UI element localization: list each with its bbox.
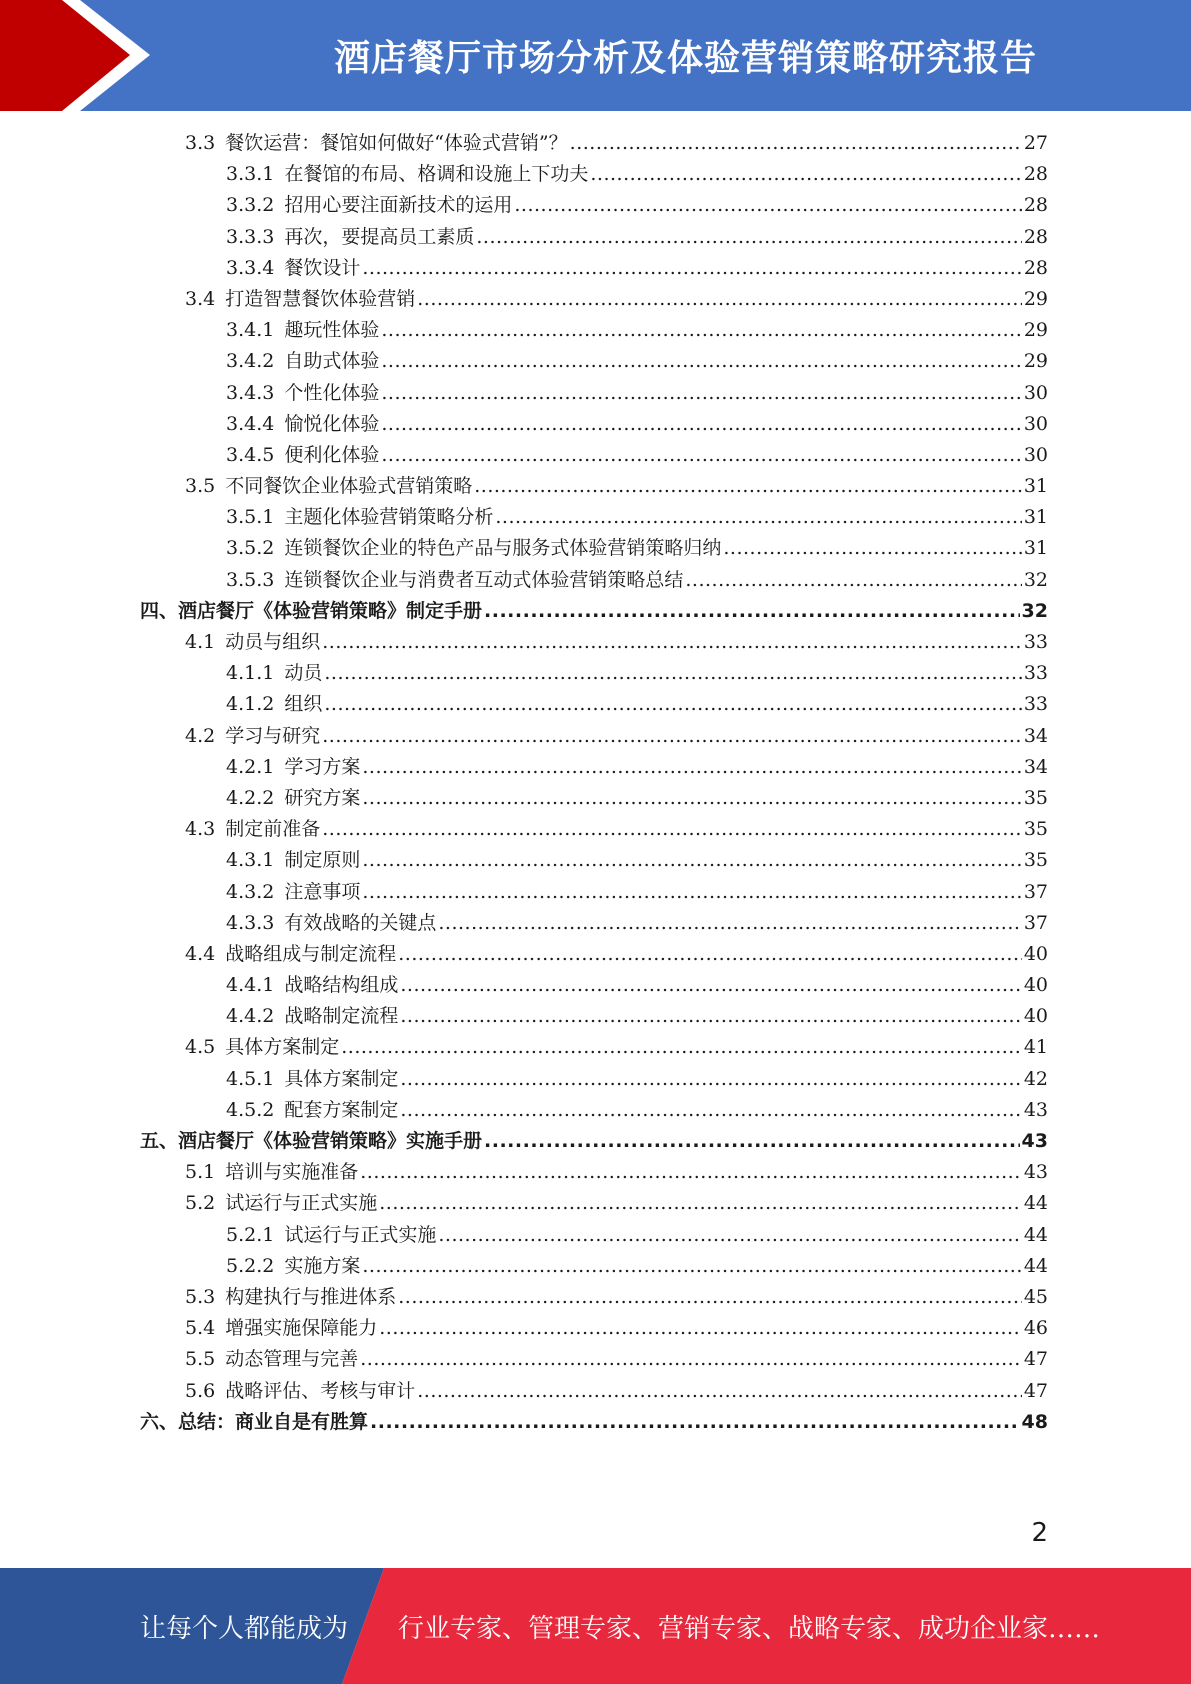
- toc-entry[interactable]: [140, 533, 1048, 564]
- toc-entry[interactable]: [140, 502, 1048, 533]
- toc-entry-number: 4.5: [185, 1036, 216, 1059]
- toc-entry-number: 4.4: [185, 942, 216, 965]
- toc-entry[interactable]: [140, 1157, 1048, 1188]
- toc-entry-page: 46: [1023, 1317, 1048, 1340]
- toc-entry-number: 4.2.2: [226, 786, 275, 809]
- toc-entry-title: 连锁餐饮企业与消费者互动式体验营销策略总结: [284, 568, 684, 591]
- toc-entry-title: 试运行与正式实施: [225, 1192, 378, 1215]
- toc-entry-title: 战略结构组成: [284, 974, 399, 997]
- toc-entry-title: 动态管理与完善: [225, 1348, 359, 1371]
- toc-entry-number: 3.3.2: [226, 194, 275, 217]
- toc-dot-leader: [398, 943, 1022, 965]
- toc-entry-number: 3.3.4: [226, 256, 275, 279]
- toc-entry[interactable]: [140, 1282, 1048, 1313]
- toc-entry-number: 5.5: [185, 1348, 216, 1371]
- toc-entry-page: 27: [1023, 132, 1048, 154]
- toc-dot-leader: [590, 163, 1021, 185]
- toc-entry-page: 28: [1023, 256, 1048, 279]
- toc-entry-title: 战略制定流程: [284, 1005, 399, 1028]
- toc-entry[interactable]: [140, 315, 1048, 346]
- toc-dot-leader: [381, 319, 1021, 341]
- toc-entry-title: 五、酒店餐厅《体验营销策略》实施手册: [140, 1130, 483, 1152]
- toc-entry-title: 动员与组织: [225, 631, 321, 653]
- toc-entry[interactable]: [140, 440, 1048, 471]
- toc-entry-title: 制定原则: [284, 849, 361, 872]
- footer-slogan-right: 行业专家、管理专家、营销专家、战略专家、成功企业家……: [398, 1613, 1101, 1644]
- toc-entry-number: 3.5.1: [226, 506, 275, 529]
- toc-entry-title: 自助式体验: [284, 350, 380, 373]
- toc-dot-leader: [360, 1348, 1022, 1370]
- toc-entry[interactable]: [140, 627, 1048, 658]
- toc-entry-page: 33: [1023, 662, 1048, 685]
- toc-entry-page: 48: [1021, 1410, 1048, 1433]
- toc-entry-page: 37: [1023, 911, 1048, 934]
- toc-entry-number: 5.1: [185, 1161, 216, 1184]
- toc-entry-page: 41: [1023, 1036, 1048, 1059]
- toc-entry-title: 招用心要注面新技术的运用: [284, 194, 513, 217]
- toc-entry-number: 4.1.1: [226, 662, 275, 685]
- toc-entry[interactable]: [140, 1220, 1048, 1251]
- toc-entry-number: 4.3.1: [226, 849, 275, 872]
- toc-dot-leader: [362, 881, 1021, 903]
- toc-entry-title: 六、总结：商业自是有胜算: [140, 1410, 369, 1433]
- toc-entry-page: 43: [1023, 1098, 1048, 1121]
- toc-entry-title: 构建执行与推进体系: [225, 1285, 397, 1308]
- toc-entry-number: 3.4.4: [226, 412, 275, 435]
- toc-dot-leader: [362, 787, 1021, 809]
- toc-entry[interactable]: [140, 908, 1048, 939]
- toc-entry-title: 主题化体验营销策略分析: [284, 506, 494, 529]
- toc-dot-leader: [484, 600, 1020, 622]
- toc-entry-page: 34: [1023, 755, 1048, 778]
- toc-entry-number: 4.3.2: [226, 880, 275, 903]
- toc-dot-leader: [417, 288, 1022, 310]
- page-number: 2: [1031, 1518, 1048, 1548]
- toc-dot-leader: [400, 1068, 1021, 1090]
- toc-dot-leader: [476, 226, 1021, 248]
- toc-entry-title: 实施方案: [284, 1254, 361, 1277]
- toc-entry-title: 不同餐饮企业体验式营销策略: [225, 475, 473, 498]
- toc-entry-number: 4.3.3: [226, 911, 275, 934]
- toc-entry-title: 连锁餐饮企业的特色产品与服务式体验营销策略归纳: [284, 537, 722, 560]
- toc-entry-number: 5.3: [185, 1285, 216, 1308]
- toc-dot-leader: [570, 132, 1022, 154]
- toc-dot-leader: [381, 350, 1021, 372]
- toc-entry[interactable]: [140, 1376, 1048, 1407]
- toc-entry-title: 打造智慧餐饮体验营销: [225, 287, 416, 310]
- toc-entry[interactable]: [140, 222, 1048, 253]
- toc-entry[interactable]: [140, 689, 1048, 720]
- toc-entry[interactable]: [140, 1032, 1048, 1063]
- toc-entry-title: 注意事项: [284, 880, 361, 903]
- toc-entry-number: 4.2.1: [226, 755, 275, 778]
- toc-entry-title: 学习与研究: [225, 724, 321, 747]
- toc-dot-leader: [438, 912, 1021, 934]
- toc-dot-leader: [495, 506, 1021, 528]
- toc-entry-title: 餐饮运营：餐馆如何做好“体验式营销”？: [225, 132, 568, 154]
- toc-dot-leader: [484, 1130, 1020, 1152]
- toc-dot-leader: [362, 1255, 1021, 1277]
- toc-dot-leader: [362, 849, 1021, 871]
- toc-entry-number: 3.3.3: [226, 225, 275, 248]
- toc-entry-number: 3.5.3: [226, 568, 275, 591]
- toc-entry[interactable]: [140, 159, 1048, 190]
- toc-entry[interactable]: [140, 939, 1048, 970]
- toc-entry-page: 31: [1023, 537, 1048, 560]
- page-footer: [0, 1568, 1191, 1684]
- toc-dot-leader: [322, 725, 1022, 747]
- toc-entry-number: 3.4.1: [226, 319, 275, 342]
- toc-entry-page: 30: [1023, 412, 1048, 435]
- toc-entry-title: 战略组成与制定流程: [225, 942, 397, 965]
- toc-entry-page: 47: [1023, 1379, 1048, 1402]
- toc-entry-page: 31: [1023, 475, 1048, 498]
- toc-entry-number: 3.4: [185, 287, 216, 310]
- toc-entry-number: 4.5.1: [226, 1067, 275, 1090]
- toc-entry-title: 便利化体验: [284, 443, 380, 466]
- toc-entry-number: 3.5.2: [226, 537, 275, 560]
- toc-entry-title: 具体方案制定: [225, 1036, 340, 1059]
- toc-dot-leader: [360, 1161, 1022, 1183]
- toc-dot-leader: [381, 382, 1021, 404]
- toc-entry-page: 35: [1023, 786, 1048, 809]
- toc-entry-page: 40: [1023, 1005, 1048, 1028]
- toc-entry-title: 增强实施保障能力: [225, 1317, 378, 1340]
- toc-entry-title: 在餐馆的布局、格调和设施上下功夫: [284, 163, 589, 186]
- toc-dot-leader: [341, 1036, 1022, 1058]
- toc-entry-number: 4.4.1: [226, 974, 275, 997]
- toc-entry[interactable]: [140, 1126, 1048, 1157]
- toc-entry[interactable]: [140, 1188, 1048, 1219]
- toc-entry-page: 35: [1023, 849, 1048, 872]
- toc-entry[interactable]: [140, 721, 1048, 752]
- page-header: [0, 0, 1191, 111]
- toc-entry-page: 44: [1023, 1223, 1048, 1246]
- toc-entry[interactable]: [140, 378, 1048, 409]
- toc-entry-title: 个性化体验: [284, 381, 380, 404]
- toc-entry-title: 培训与实施准备: [225, 1161, 359, 1184]
- toc-entry[interactable]: [140, 190, 1048, 221]
- toc-entry-title: 具体方案制定: [284, 1067, 399, 1090]
- toc-entry-page: 32: [1021, 599, 1048, 622]
- table-of-contents: [140, 128, 1048, 1438]
- toc-entry[interactable]: [140, 1344, 1048, 1375]
- toc-dot-leader: [723, 537, 1021, 559]
- toc-entry[interactable]: [140, 783, 1048, 814]
- toc-entry-page: 31: [1023, 506, 1048, 529]
- toc-dot-leader: [514, 194, 1021, 216]
- toc-entry-title: 愉悦化体验: [284, 412, 380, 435]
- toc-dot-leader: [685, 569, 1021, 591]
- toc-dot-leader: [322, 818, 1022, 840]
- toc-entry-page: 29: [1023, 319, 1048, 342]
- toc-entry-title: 组织: [284, 693, 323, 716]
- toc-dot-leader: [324, 693, 1021, 715]
- toc-entry[interactable]: [140, 565, 1048, 596]
- toc-entry-page: 37: [1023, 880, 1048, 903]
- toc-dot-leader: [370, 1411, 1020, 1433]
- toc-entry[interactable]: [140, 596, 1048, 627]
- toc-entry-number: 4.1: [185, 631, 216, 653]
- toc-entry[interactable]: [140, 471, 1048, 502]
- toc-entry-title: 战略评估、考核与审计: [225, 1379, 416, 1402]
- toc-dot-leader: [379, 1317, 1022, 1339]
- toc-entry-page: 44: [1023, 1192, 1048, 1215]
- toc-entry-title: 制定前准备: [225, 818, 321, 841]
- toc-entry-page: 47: [1023, 1348, 1048, 1371]
- toc-dot-leader: [381, 444, 1021, 466]
- toc-dot-leader: [417, 1380, 1022, 1402]
- toc-entry-page: 33: [1023, 631, 1048, 653]
- toc-dot-leader: [379, 1192, 1022, 1214]
- toc-entry[interactable]: [140, 409, 1048, 440]
- toc-entry-number: 5.6: [185, 1379, 216, 1402]
- toc-entry-number: 4.1.2: [226, 693, 275, 716]
- toc-entry-page: 35: [1023, 818, 1048, 841]
- toc-dot-leader: [400, 974, 1021, 996]
- toc-dot-leader: [324, 662, 1021, 684]
- report-title: 酒店餐厅市场分析及体验营销策略研究报告: [333, 38, 1037, 79]
- toc-entry-page: 43: [1021, 1130, 1048, 1152]
- toc-entry-page: 30: [1023, 381, 1048, 404]
- toc-entry[interactable]: [140, 877, 1048, 908]
- toc-entry-page: 28: [1023, 194, 1048, 217]
- toc-entry-page: 33: [1023, 693, 1048, 716]
- toc-entry-page: 43: [1023, 1161, 1048, 1184]
- footer-slogan-left: 让每个人都能成为: [140, 1613, 349, 1644]
- toc-entry[interactable]: [140, 658, 1048, 689]
- toc-entry-page: 30: [1023, 443, 1048, 466]
- toc-entry[interactable]: [140, 253, 1048, 284]
- toc-dot-leader: [400, 1005, 1021, 1027]
- toc-entry[interactable]: [140, 814, 1048, 845]
- toc-dot-leader: [362, 257, 1021, 279]
- toc-entry-number: 3.4.3: [226, 381, 275, 404]
- toc-entry[interactable]: [140, 1407, 1048, 1438]
- toc-entry-number: 5.4: [185, 1317, 216, 1340]
- toc-entry-title: 有效战略的关键点: [284, 911, 437, 934]
- toc-entry-number: 3.3: [185, 132, 216, 154]
- toc-entry-title: 餐饮设计: [284, 256, 361, 279]
- toc-entry-page: 42: [1023, 1067, 1048, 1090]
- toc-entry[interactable]: [140, 752, 1048, 783]
- toc-entry[interactable]: [140, 128, 1048, 159]
- toc-entry-number: 3.4.5: [226, 443, 275, 466]
- toc-entry[interactable]: [140, 284, 1048, 315]
- toc-entry[interactable]: [140, 1001, 1048, 1032]
- toc-entry-title: 学习方案: [284, 755, 361, 778]
- toc-entry-page: 29: [1023, 287, 1048, 310]
- toc-entry-page: 40: [1023, 942, 1048, 965]
- toc-entry-number: 5.2.2: [226, 1254, 275, 1277]
- toc-entry-title: 试运行与正式实施: [284, 1223, 437, 1246]
- toc-entry-page: 28: [1023, 163, 1048, 186]
- toc-dot-leader: [381, 413, 1021, 435]
- toc-entry-number: 3.4.2: [226, 350, 275, 373]
- toc-entry-title: 配套方案制定: [284, 1098, 399, 1121]
- toc-dot-leader: [398, 1286, 1022, 1308]
- toc-entry-page: 44: [1023, 1254, 1048, 1277]
- toc-dot-leader: [438, 1224, 1021, 1246]
- toc-entry-page: 32: [1023, 568, 1048, 591]
- toc-dot-leader: [362, 756, 1021, 778]
- toc-entry-number: 5.2.1: [226, 1223, 275, 1246]
- toc-entry[interactable]: [140, 1313, 1048, 1344]
- toc-entry[interactable]: [140, 1251, 1048, 1282]
- toc-entry-number: 3.5: [185, 475, 216, 498]
- toc-entry[interactable]: [140, 346, 1048, 377]
- toc-entry-title: 再次，要提高员工素质: [284, 225, 475, 248]
- toc-entry-page: 34: [1023, 724, 1048, 747]
- toc-entry-number: 5.2: [185, 1192, 216, 1215]
- toc-entry[interactable]: [140, 970, 1048, 1001]
- toc-entry-page: 40: [1023, 974, 1048, 997]
- toc-entry-title: 研究方案: [284, 786, 361, 809]
- toc-entry-title: 四、酒店餐厅《体验营销策略》制定手册: [140, 599, 483, 622]
- toc-entry[interactable]: [140, 845, 1048, 876]
- toc-entry-title: 动员: [284, 662, 323, 685]
- toc-dot-leader: [322, 631, 1022, 653]
- toc-entry-number: 4.3: [185, 818, 216, 841]
- toc-dot-leader: [400, 1099, 1021, 1121]
- toc-entry-page: 45: [1023, 1285, 1048, 1308]
- toc-entry-number: 4.2: [185, 724, 216, 747]
- toc-entry-title: 趣玩性体验: [284, 319, 380, 342]
- toc-entry-page: 28: [1023, 225, 1048, 248]
- toc-entry-page: 29: [1023, 350, 1048, 373]
- toc-entry-number: 4.5.2: [226, 1098, 275, 1121]
- toc-entry[interactable]: [140, 1095, 1048, 1126]
- toc-entry-number: 3.3.1: [226, 163, 275, 186]
- toc-dot-leader: [474, 475, 1022, 497]
- toc-entry[interactable]: [140, 1064, 1048, 1095]
- toc-entry-number: 4.4.2: [226, 1005, 275, 1028]
